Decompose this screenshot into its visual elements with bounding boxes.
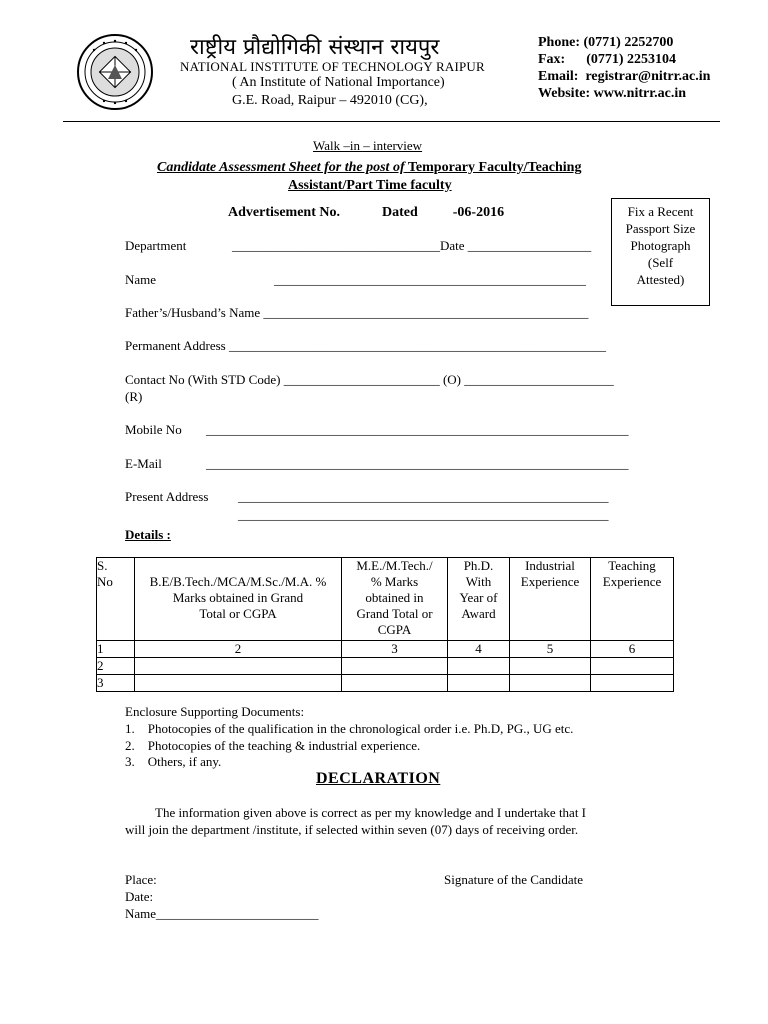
header-line: With [465, 574, 492, 589]
email-field[interactable]: _________________________________________________________________ [206, 456, 629, 471]
email-address: Email: registrar@nitrr.ac.in [538, 69, 711, 84]
institute-name: NATIONAL INSTITUTE OF TECHNOLOGY RAIPUR [180, 59, 485, 74]
photo-box-line: Fix a Recent [627, 204, 694, 219]
enclosure-item: 1. Photocopies of the qualification in the chronological order i.e. Ph.D, PG., UG etc. [125, 721, 574, 736]
table-cell: 3 [97, 675, 135, 692]
header-line: Industrial [525, 558, 575, 573]
table-number-row [97, 641, 674, 658]
header-line: Award [461, 606, 496, 621]
table-cell: 3 [342, 641, 448, 658]
table-cell: 5 [510, 641, 591, 658]
photo-box-line: (Self [647, 255, 674, 270]
contact-number-field[interactable]: Contact No (With STD Code) ________________________ (O) _______________________ [125, 372, 614, 387]
institute-address: G.E. Road, Raipur – 492010 (CG), [232, 93, 428, 108]
header-line: M.E./M.Tech./ [356, 558, 433, 573]
photo-box [611, 198, 710, 306]
institute-logo-seal [76, 33, 154, 111]
header-line: Experience [602, 574, 662, 589]
photo-box-line: Attested) [636, 272, 685, 287]
post-title-line1 [157, 160, 581, 176]
table-cell: 1 [97, 641, 135, 658]
table-cell[interactable] [342, 658, 448, 675]
qualification-table [96, 557, 674, 692]
walk-in-title: Walk –in – interview [313, 138, 423, 153]
post-title-line2: Assistant/Part Time faculty [288, 178, 452, 193]
table-cell[interactable] [342, 675, 448, 692]
header-line: Grand Total or [356, 606, 433, 621]
header-line: B.E/B.Tech./MCA/M.Sc./M.A. % [149, 574, 327, 589]
name-field[interactable]: ________________________________________________ [274, 272, 586, 287]
header-line: CGPA [377, 622, 412, 637]
table-cell[interactable] [135, 658, 342, 675]
mobile-label: Mobile No [125, 422, 182, 437]
header-line [135, 558, 341, 574]
declaration-text-line2: will join the department /institute, if selected within seven (07) days of receiving order. [125, 822, 579, 837]
col-sno-header [97, 558, 135, 641]
table-cell: 2 [97, 658, 135, 675]
table-cell[interactable] [448, 658, 510, 675]
enclosure-heading: Enclosure Supporting Documents: [125, 704, 305, 719]
email-label: E-Mail [125, 456, 162, 471]
footer-name-field[interactable]: Name_________________________ [125, 906, 319, 921]
present-address-field-2[interactable]: _________________________________________________________ [238, 507, 609, 522]
table-row [97, 658, 674, 675]
col-ug-header [135, 558, 342, 641]
table-cell[interactable] [591, 658, 674, 675]
header-line: Total or CGPA [199, 606, 277, 621]
department-date-field[interactable]: ________________________________Date ___________________ [232, 238, 592, 253]
advertisement-line: Advertisement No. Dated -06-2016 [228, 205, 505, 220]
header-line: obtained in [365, 590, 424, 605]
details-heading: Details : [125, 527, 171, 542]
place-label: Place: [125, 872, 157, 887]
header-divider [63, 121, 720, 122]
header-line: Marks obtained in Grand [172, 590, 304, 605]
fax-number: Fax: (0771) 2253104 [538, 52, 677, 67]
enclosure-item: 3. Others, if any. [125, 754, 222, 769]
table-cell[interactable] [448, 675, 510, 692]
col-industrial-header [510, 558, 591, 641]
signature-label: Signature of the Candidate [444, 872, 583, 887]
website: Website: www.nitrr.ac.in [538, 86, 687, 101]
post-title-rest: Temporary Faculty/Teaching [407, 160, 582, 175]
photo-box-line: Photograph [630, 238, 691, 253]
header-line: Teaching [608, 558, 656, 573]
date-label: Date: [125, 889, 154, 904]
header-line: % Marks [370, 574, 419, 589]
post-title-italic: Candidate Assessment Sheet for the post of [157, 160, 405, 175]
photo-box-line: Passport Size [625, 221, 696, 236]
institute-importance: ( An Institute of National Importance) [232, 75, 445, 90]
institute-name-hindi: राष्ट्रीय प्रौद्योगिकी संस्थान रायपुर [190, 35, 440, 60]
present-address-field-1[interactable]: _________________________________________________________ [238, 489, 609, 504]
contact-residence-label: (R) [125, 389, 143, 404]
name-label: Name [125, 272, 157, 287]
table-cell: 2 [135, 641, 342, 658]
header-line: Ph.D. [463, 558, 494, 573]
header-line: S. [97, 558, 108, 573]
table-cell: 6 [591, 641, 674, 658]
table-cell: 4 [448, 641, 510, 658]
header-line: Year of [459, 590, 498, 605]
present-address-label: Present Address [125, 489, 209, 504]
table-row [97, 675, 674, 692]
declaration-text-line1: The information given above is correct as per my knowledge and I undertake that I [155, 805, 587, 820]
department-label: Department [125, 238, 187, 253]
col-pg-header [342, 558, 448, 641]
father-husband-name-field[interactable]: Father’s/Husband’s Name __________________________________________________ [125, 305, 589, 320]
header-line: No [97, 574, 113, 589]
table-cell[interactable] [510, 658, 591, 675]
phone-number: Phone: (0771) 2252700 [538, 35, 674, 50]
col-phd-header [448, 558, 510, 641]
permanent-address-field[interactable]: Permanent Address __________________________________________________________ [125, 338, 606, 353]
table-cell[interactable] [510, 675, 591, 692]
table-cell[interactable] [591, 675, 674, 692]
declaration-heading: DECLARATION [316, 770, 441, 787]
enclosure-item: 2. Photocopies of the teaching & industrial experience. [125, 738, 421, 753]
mobile-field[interactable]: _________________________________________________________________ [206, 422, 629, 437]
col-teaching-header [591, 558, 674, 641]
table-cell[interactable] [135, 675, 342, 692]
table-header-row [97, 558, 674, 641]
header-line: Experience [520, 574, 580, 589]
